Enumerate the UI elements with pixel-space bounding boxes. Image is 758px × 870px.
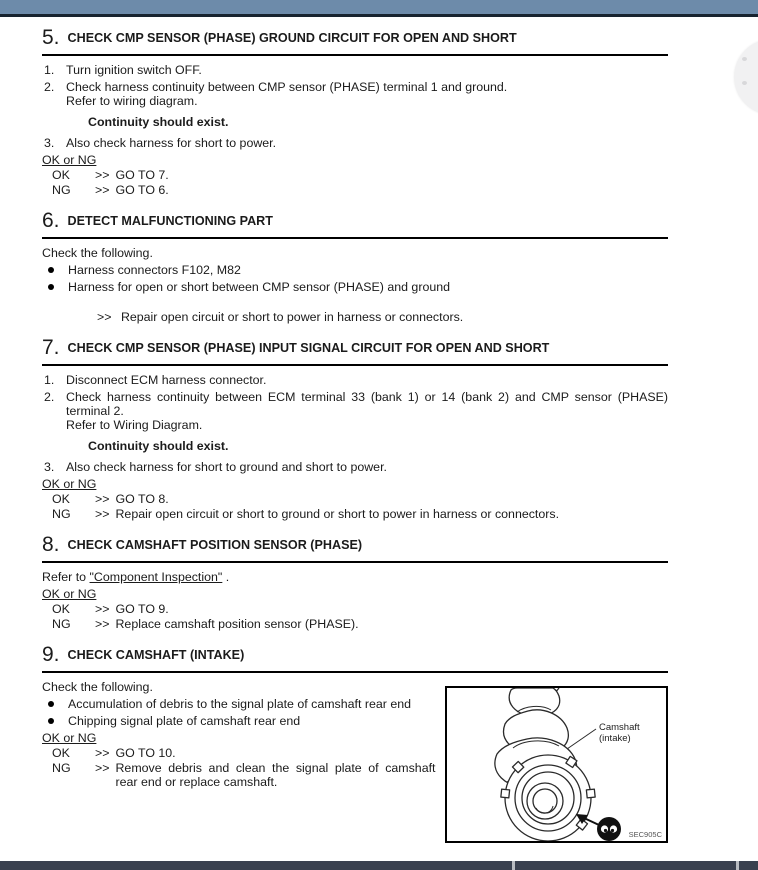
step-8-section [42,532,668,631]
step-heading [42,335,668,366]
step-5-section [42,25,668,197]
numbered-item [42,63,668,77]
result-arrow: >> [95,506,110,521]
ok-or-ng-label: OK or NG [42,477,97,491]
result-row [42,602,668,617]
result-row [42,617,668,632]
bullet-item [42,697,440,711]
numbered-item [42,390,668,432]
result-text: GO TO 9. [115,601,169,616]
step-number: 7. [42,336,60,359]
item-text: Disconnect ECM harness connector. [66,373,267,387]
bullet-text: Harness for open or short between CMP sensor (PHASE) and ground [68,280,451,294]
floating-scroll-button[interactable] [734,39,758,115]
figure-label-line1: Camshaft [599,722,640,733]
step-number: 6. [42,209,60,232]
step-number: 9. [42,643,60,666]
result-key: OK [52,601,70,616]
item-text: Also check harness for short to power. [66,136,277,150]
step-6-section [42,208,668,324]
step-title: CHECK CAMSHAFT POSITION SENSOR (PHASE) [67,538,363,552]
result-arrow: >> [95,601,110,616]
result-row [42,761,440,790]
numbered-item [42,136,668,150]
step-number: 8. [42,533,60,556]
result-text: Remove debris and clean the signal plate of camshaft rear end or replace camshaft. [115,760,436,789]
bullet-icon [48,701,54,707]
result-text: GO TO 10. [115,745,176,760]
bullet-item [42,280,668,294]
top-title-bar [0,0,758,14]
result-row [42,168,668,183]
item-text: Refer to wiring diagram. [66,94,198,108]
result-arrow: >> [95,167,110,182]
item-number: 3. [44,136,55,150]
item-number: 2. [44,390,55,404]
result-row [42,183,668,198]
item-number: 3. [44,460,55,474]
bullet-text: Harness connectors F102, M82 [68,263,241,277]
result-key: NG [52,616,71,631]
result-row [42,746,440,761]
result-text: GO TO 7. [115,167,169,182]
component-inspection-link[interactable]: "Component Inspection" [89,570,223,584]
spec-text: Continuity should exist. [88,115,229,129]
numbered-item [42,80,668,108]
bullet-icon [48,718,54,724]
refer-line [42,570,668,584]
result-arrow: >> [95,491,110,506]
item-text: Refer to Wiring Diagram. [66,418,203,432]
ok-or-ng-label: OK or NG [42,731,97,745]
item-text: Also check harness for short to ground and short to power. [66,460,387,474]
ok-or-ng-label: OK or NG [42,587,97,601]
result-key: OK [52,745,70,760]
refer-suffix: . [222,570,230,584]
intro-text: Check the following. [42,680,153,694]
result-arrow: >> [97,310,112,324]
camshaft-figure [445,686,668,843]
numbered-item [42,373,668,387]
camshaft-illustration-icon [447,688,666,841]
bullet-text: Chipping signal plate of camshaft rear end [68,714,301,728]
result-arrow: >> [95,616,110,631]
spec-text: Continuity should exist. [88,439,229,453]
result-key: NG [52,506,71,521]
result-text: Replace camshaft position sensor (PHASE). [115,616,359,631]
step-heading [42,25,668,56]
step-heading [42,642,668,673]
step-number: 5. [42,26,60,49]
item-number: 2. [44,80,55,94]
bullet-icon [48,284,54,290]
item-text: Turn ignition switch OFF. [66,63,202,77]
step-heading [42,532,668,563]
bottom-bar-separator [736,861,739,870]
bullet-item [42,263,668,277]
action-row [42,310,668,324]
step-title: DETECT MALFUNCTIONING PART [67,214,273,228]
document-page [42,17,668,854]
result-key: OK [52,491,70,506]
bullet-item [42,714,440,728]
item-number: 1. [44,63,55,77]
result-arrow: >> [95,745,110,760]
bottom-bar-separator [512,861,515,870]
button-dot-icon [742,81,747,85]
figure-label-line2: (intake) [599,733,631,744]
bullet-text: Accumulation of debris to the signal plate of camshaft rear end [68,697,411,711]
result-arrow: >> [95,182,110,197]
action-text: Repair open circuit or short to power in harness or connectors. [120,310,464,324]
intro-text: Check the following. [42,246,153,260]
result-key: NG [52,182,71,197]
step-9-section [42,642,668,854]
result-text: GO TO 8. [115,491,169,506]
result-key: OK [52,167,70,182]
step-7-section [42,335,668,521]
button-dot-icon [742,57,747,61]
result-row [42,492,668,507]
refer-prefix: Refer to [42,570,90,584]
result-arrow: >> [95,760,110,775]
item-text: Check harness continuity between ECM terminal 33 (bank 1) or 14 (bank 2) and CMP sensor (PHASE) terminal 2. [66,390,668,418]
item-text: Check harness continuity between CMP sensor (PHASE) terminal 1 and ground. [66,80,508,94]
result-row [42,507,668,522]
step-title: CHECK CMP SENSOR (PHASE) INPUT SIGNAL CIRCUIT FOR OPEN AND SHORT [67,341,550,355]
result-text: Repair open circuit or short to ground or short to power in harness or connectors. [115,506,560,521]
step-title: CHECK CAMSHAFT (INTAKE) [67,648,245,662]
result-key: NG [52,760,71,775]
step-title: CHECK CMP SENSOR (PHASE) GROUND CIRCUIT FOR OPEN AND SHORT [67,31,517,45]
result-text: GO TO 6. [115,182,169,197]
step-heading [42,208,668,239]
item-number: 1. [44,373,55,387]
bottom-status-bar [0,861,758,870]
figure-code: SEC905C [628,830,662,839]
ok-or-ng-label: OK or NG [42,153,97,167]
bullet-icon [48,267,54,273]
numbered-item [42,460,668,474]
